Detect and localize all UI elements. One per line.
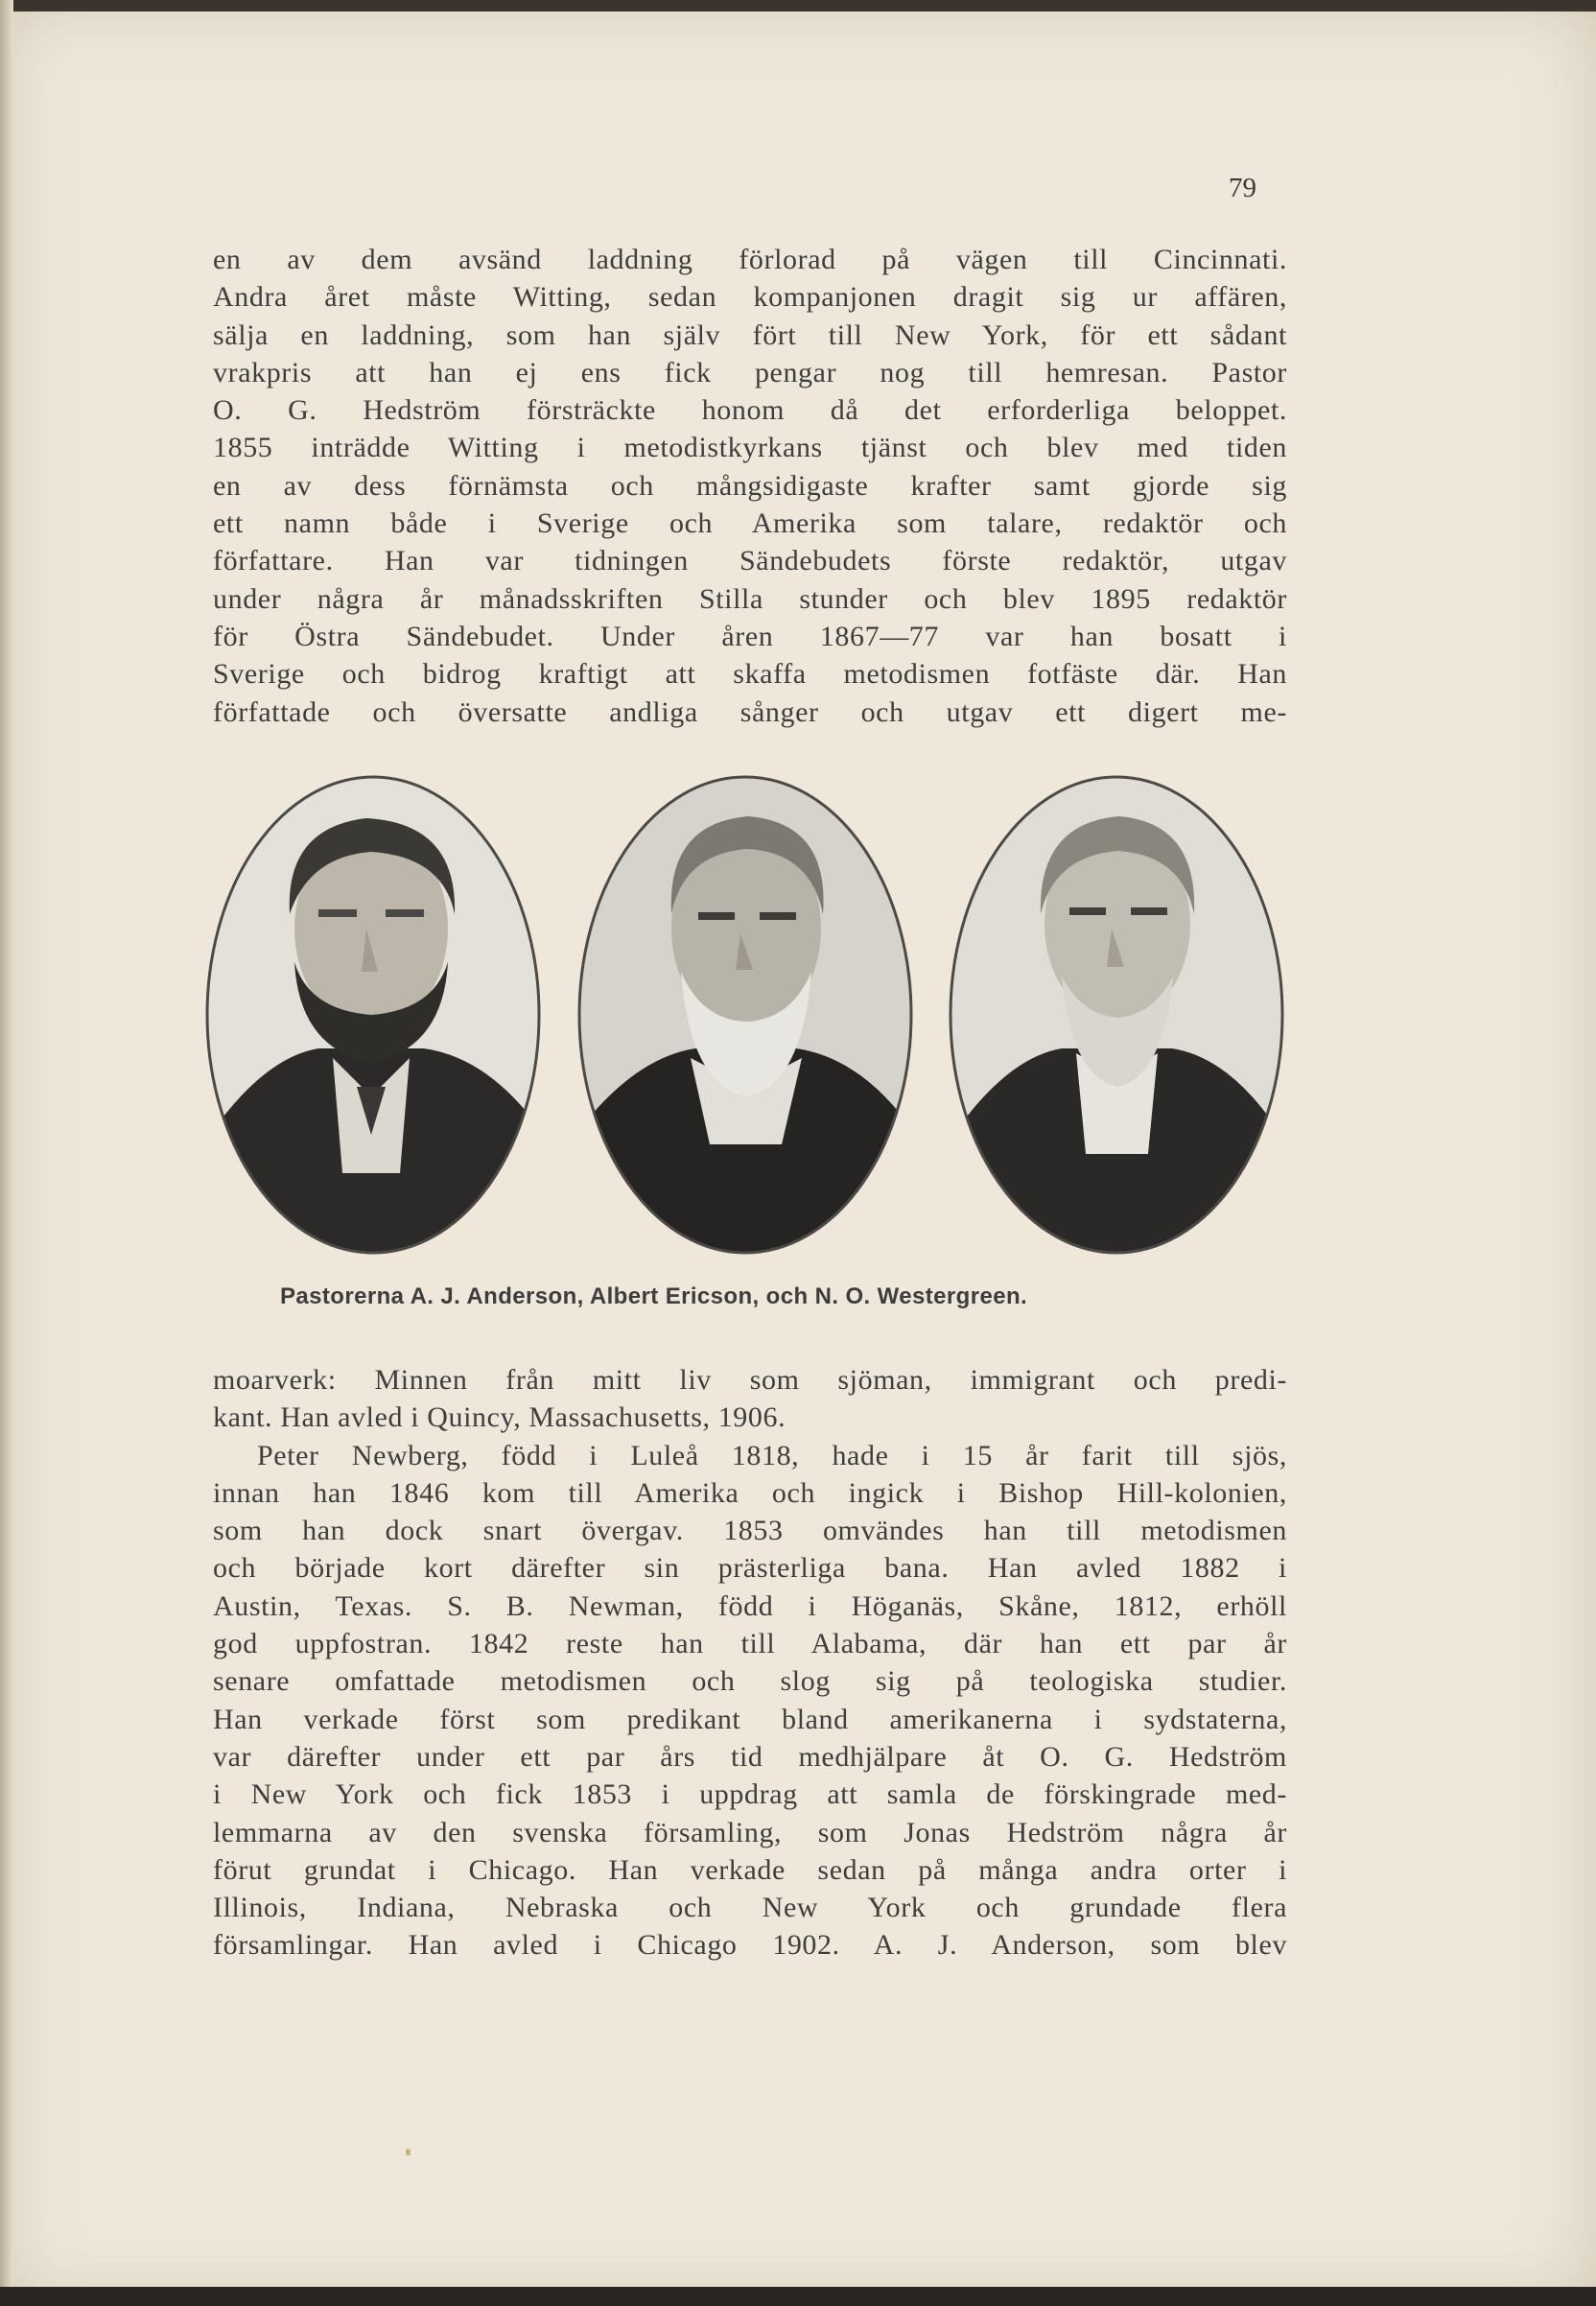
text-line: var därefter under ett par års tid medhjälpare åt O. G. Hedström xyxy=(213,1740,1287,1773)
text-line: som han dock snart övergav. 1853 omvändes han till metodismen xyxy=(213,1515,1287,1547)
text-line: vrakpris att han ej ens fick pengar nog till hemresan. Pastor xyxy=(213,356,1287,388)
text-line: moarverk: Minnen från mitt liv som sjöman, immigrant och predi- xyxy=(213,1364,1287,1396)
portrait-westergreen xyxy=(947,770,1287,1259)
text-line: ett namn både i Sverige och Amerika som talare, redaktör och xyxy=(213,507,1287,540)
page-number: 79 xyxy=(1229,173,1256,203)
text-line: och började kort därefter sin prästerliga bana. Han avled 1882 i xyxy=(213,1552,1287,1585)
paper-speck xyxy=(406,2149,411,2155)
text-line: kant. Han avled i Quincy, Massachusetts, 1906. xyxy=(213,1401,786,1434)
page-top-edge xyxy=(0,0,1596,12)
page-bottom-edge xyxy=(0,2287,1596,2306)
text-line: Sverige och bidrog kraftigt att skaffa metodismen fotfäste där. Han xyxy=(213,658,1287,691)
paragraph-2 xyxy=(213,1361,1287,1965)
text-line: sälja en laddning, som han själv fört till New York, för ett sådant xyxy=(213,318,1287,351)
text-line: Peter Newberg, född i Luleå 1818, hade i 15 år farit till sjös, xyxy=(257,1439,1287,1471)
figure-caption: Pastorerna A. J. Anderson, Albert Ericson, och N. O. Westergreen. xyxy=(280,1283,1028,1309)
portrait-group xyxy=(203,770,1297,1259)
text-line: en av dess förnämsta och mångsidigaste krafter samt gjorde sig xyxy=(213,469,1287,502)
text-line: 1855 inträdde Witting i metodistkyrkans tjänst och blev med tiden xyxy=(213,432,1287,464)
text-line: en av dem avsänd laddning förlorad på vägen till Cincinnati. xyxy=(213,244,1287,275)
text-line: innan han 1846 kom till Amerika och ingick i Bishop Hill-kolonien, xyxy=(213,1476,1287,1509)
text-line: senare omfattade metodismen och slog sig på teologiska studier. xyxy=(213,1665,1287,1698)
text-line: under några år månadsskriften Stilla stunder och blev 1895 redaktör xyxy=(213,582,1287,615)
text-line: god uppfostran. 1842 reste han till Alabama, där han ett par år xyxy=(213,1628,1287,1660)
text-line: författare. Han var tidningen Sändebudets förste redaktör, utgav xyxy=(213,545,1287,577)
text-line: lemmarna av den svenska församling, som Jonas Hedström några år xyxy=(213,1816,1287,1848)
text-line: för Östra Sändebudet. Under åren 1867—77 var han bosatt i xyxy=(213,620,1287,652)
text-line: Illinois, Indiana, Nebraska och New York och grundade flera xyxy=(213,1892,1287,1924)
text-line: Austin, Texas. S. B. Newman, född i Höganäs, Skåne, 1812, erhöll xyxy=(213,1589,1287,1622)
text-line: Han verkade först som predikant bland amerikanerna i sydstaterna, xyxy=(213,1703,1287,1735)
binding-edge xyxy=(0,0,13,2306)
text-line: i New York och fick 1853 i uppdrag att samla de förskingrade med- xyxy=(213,1778,1287,1811)
text-line: Andra året måste Witting, sedan kompanjonen dragit sig ur affären, xyxy=(213,281,1287,314)
text-line: församlingar. Han avled i Chicago 1902. A. J. Anderson, som blev xyxy=(213,1929,1287,1962)
portrait-anderson xyxy=(203,770,544,1259)
portrait-ericson xyxy=(575,770,916,1259)
text-line: O. G. Hedström försträckte honom då det erforderliga beloppet. xyxy=(213,394,1287,427)
text-line: författade och översatte andliga sånger och utgav ett digert me- xyxy=(213,695,1287,728)
text-line: förut grundat i Chicago. Han verkade sedan på många andra orter i xyxy=(213,1853,1287,1886)
paragraph-1 xyxy=(213,241,1287,731)
